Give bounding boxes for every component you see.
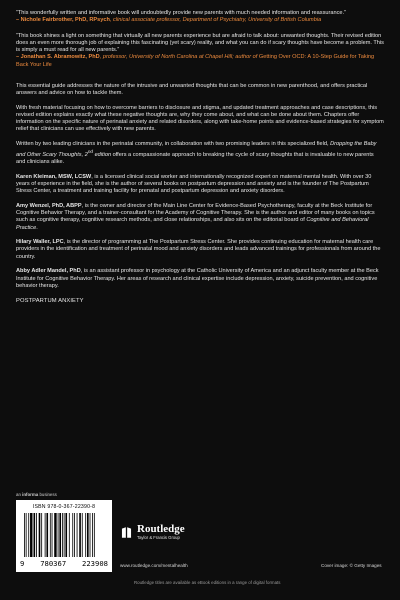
barcode-bar: [54, 513, 56, 557]
author-bio-text: , is the director of programming at The Postpartum Stress Center. She provides continuing education for maternal health care providers in the identification and treatment of perinatal mood and anxiety disorders and leads advanced trainings for professionals from around the country.: [16, 239, 381, 260]
barcode-bar: [92, 513, 93, 557]
isbn-barcode: [16, 500, 112, 572]
publisher-logo: [120, 524, 185, 540]
barcode-bar: [90, 513, 91, 557]
barcode-bar: [33, 513, 35, 557]
author-bio: [16, 203, 384, 232]
book-title-end: edition: [93, 151, 112, 158]
barcode-bar: [64, 513, 65, 557]
barcode-bar: [36, 513, 37, 557]
routledge-logo-icon: [120, 526, 133, 539]
subject-category: POSTPARTUM ANXIETY: [16, 297, 84, 304]
edition-superscript: nd: [87, 149, 94, 155]
author-name: Amy Wenzel, PhD, ABPP: [16, 202, 82, 209]
author-bio: [16, 268, 384, 290]
quote-attribution: [16, 54, 384, 68]
barcode-bar: [74, 513, 75, 557]
barcode-bar: [58, 513, 59, 557]
description-paragraph: With fresh material focusing on how to overcome barriers to disclosure and stigma, and updated treatment approaches and case descriptions, this revised edition explains exactly what these negative thoughts are, why they come about, and what can be done about them. Chapters offer information on the specific nature of perinatal anxiety and related disorders, along with take-home points and evidence-based strategies for symptom relief that clinicians can use effectively with new parents.: [16, 104, 384, 133]
imprint-brand: informa: [22, 492, 39, 497]
barcode-bar: [24, 513, 25, 557]
publisher-group: Taylor & Francis Group: [137, 535, 180, 540]
barcode-bar: [62, 513, 63, 557]
endorsement-quote: [16, 33, 384, 68]
back-cover-text: [16, 10, 384, 304]
informa-imprint: [16, 492, 57, 497]
endorser-name: – Nichole Fairbrother, PhD, RPsych: [16, 17, 110, 24]
barcode-bar: [39, 513, 41, 557]
barcode-bar: [52, 513, 53, 557]
written-by-outro: offers a compassionate approach to breaking the cycle of scary thoughts that is invaluable to new parents and clinicians alike.: [16, 151, 374, 166]
barcode-digit-group: 9: [20, 559, 25, 568]
imprint-prefix: an: [16, 492, 23, 497]
publisher-url[interactable]: www.routledge.com/mentalhealth: [120, 563, 188, 568]
author-name: Abby Adler Mandel, PhD: [16, 268, 81, 275]
author-name: Hilary Waller, LPC: [16, 239, 64, 246]
author-bio-italic: Cognitive and Behavioral Practice: [16, 217, 369, 231]
barcode-bar: [45, 513, 46, 557]
barcode-bar: [72, 513, 73, 557]
written-by-paragraph: [16, 141, 384, 166]
isbn-label: ISBN 978-0-367-22390-8: [32, 504, 96, 510]
author-bio-text: , is an assistant professor in psychology at the Catholic University of America and an adjunct faculty member at the Beck Institute for Cognitive Behavior Therapy. Her areas of research and clinical expertise include depression, anxiety, suicide prevention, and cognitive behavior therapy.: [16, 268, 379, 289]
barcode-digit-group: 780367: [40, 559, 67, 568]
quote-attribution: [16, 17, 384, 24]
author-bio-text: , is the owner and director of the Main Line Center for Evidence-Based Psychotherapy, faculty at the Beck Institute for Cognitive Behavior Therapy, and a trainer-consultant for the Academy of Cognitive Therapy. She is the author and editor of many books on topics such as cognitive therapy, cognitive research methods, and close relationships, and also sits on the editorial board of: [16, 202, 375, 224]
barcode-bar: [94, 513, 95, 557]
author-bio-text: , is a licensed clinical social worker and internationally recognized expert on maternal mental health. With over 30 years of experience in the field, she is the author of several books on postpartum depression and anxiety and is the founder of The Postpartum Stress Center, a treatment and training facility for prenatal and postpartum depression and anxiety disorders.: [16, 173, 372, 195]
barcode-bar: [41, 513, 42, 557]
author-name: Karen Kleiman, MSW, LCSW: [16, 173, 92, 180]
quote-text: “This wonderfully written and informative book will undoubtedly provide new parents with much needed information and reassurance.”: [16, 10, 346, 16]
ebook-note: Routledge titles are available as eBook editions in a range of digital formats: [134, 580, 281, 585]
barcode-bar: [50, 513, 51, 557]
barcode-graphic: [24, 513, 106, 557]
author-bio-end: .: [36, 224, 38, 231]
barcode-bar: [28, 513, 29, 557]
publisher-text: [137, 524, 185, 540]
barcode-bar: [87, 513, 89, 557]
cover-credit: Cover image: © Getty Images: [321, 563, 382, 568]
barcode-bar: [46, 513, 48, 557]
barcode-bar: [77, 513, 78, 557]
endorser-role: , professor, University of North Carolina at Chapel Hill; author of: [99, 54, 259, 61]
barcode-bar: [30, 513, 32, 557]
barcode-bar: [59, 513, 61, 557]
endorser-name: – Jonathan S. Abramowitz, PhD: [16, 54, 100, 61]
book-title-text: Dropping the Baby and Other Scary Thoughts, 2: [16, 140, 377, 158]
barcode-bars: [24, 513, 106, 557]
barcode-digits: [18, 559, 110, 568]
written-by-intro: Written by two leading clinicians in the perinatal community, in collaboration with two promising leaders in this specialized field,: [16, 140, 331, 147]
quote-text: “This book shines a light on something that virtually all new parents experience but are afraid to talk about: unwanted thoughts. Their revised edition does an even more thorough job of explaining this fascinating (yet scary) reality, and what you can do if scary thoughts have become a problem. This is simply a must read for all new parents.”: [16, 33, 384, 54]
barcode-bar: [65, 513, 67, 557]
barcode-bar: [26, 513, 27, 557]
author-bio: [16, 174, 384, 196]
endorser-role: , clinical associate professor, Department of Psychiatry, University of British Columbia: [109, 17, 322, 24]
publisher-name: Routledge: [137, 523, 185, 535]
barcode-bar: [69, 513, 70, 557]
endorser-book: Getting Over OCD: A 10-Step Guide for Taking Back Your Life: [16, 54, 375, 68]
imprint-suffix: business: [38, 492, 57, 497]
barcode-bar: [82, 513, 83, 557]
description-paragraph: This essential guide addresses the nature of the intrusive and unwanted thoughts that can be common in new parenthood, and offers practical answers and advice on how to tackle them.: [16, 82, 368, 96]
barcode-digit-group: 223908: [82, 559, 108, 568]
endorsement-quote: [16, 10, 384, 24]
author-bio: [16, 239, 384, 261]
barcode-bar: [85, 513, 86, 557]
barcode-bar: [79, 513, 81, 557]
